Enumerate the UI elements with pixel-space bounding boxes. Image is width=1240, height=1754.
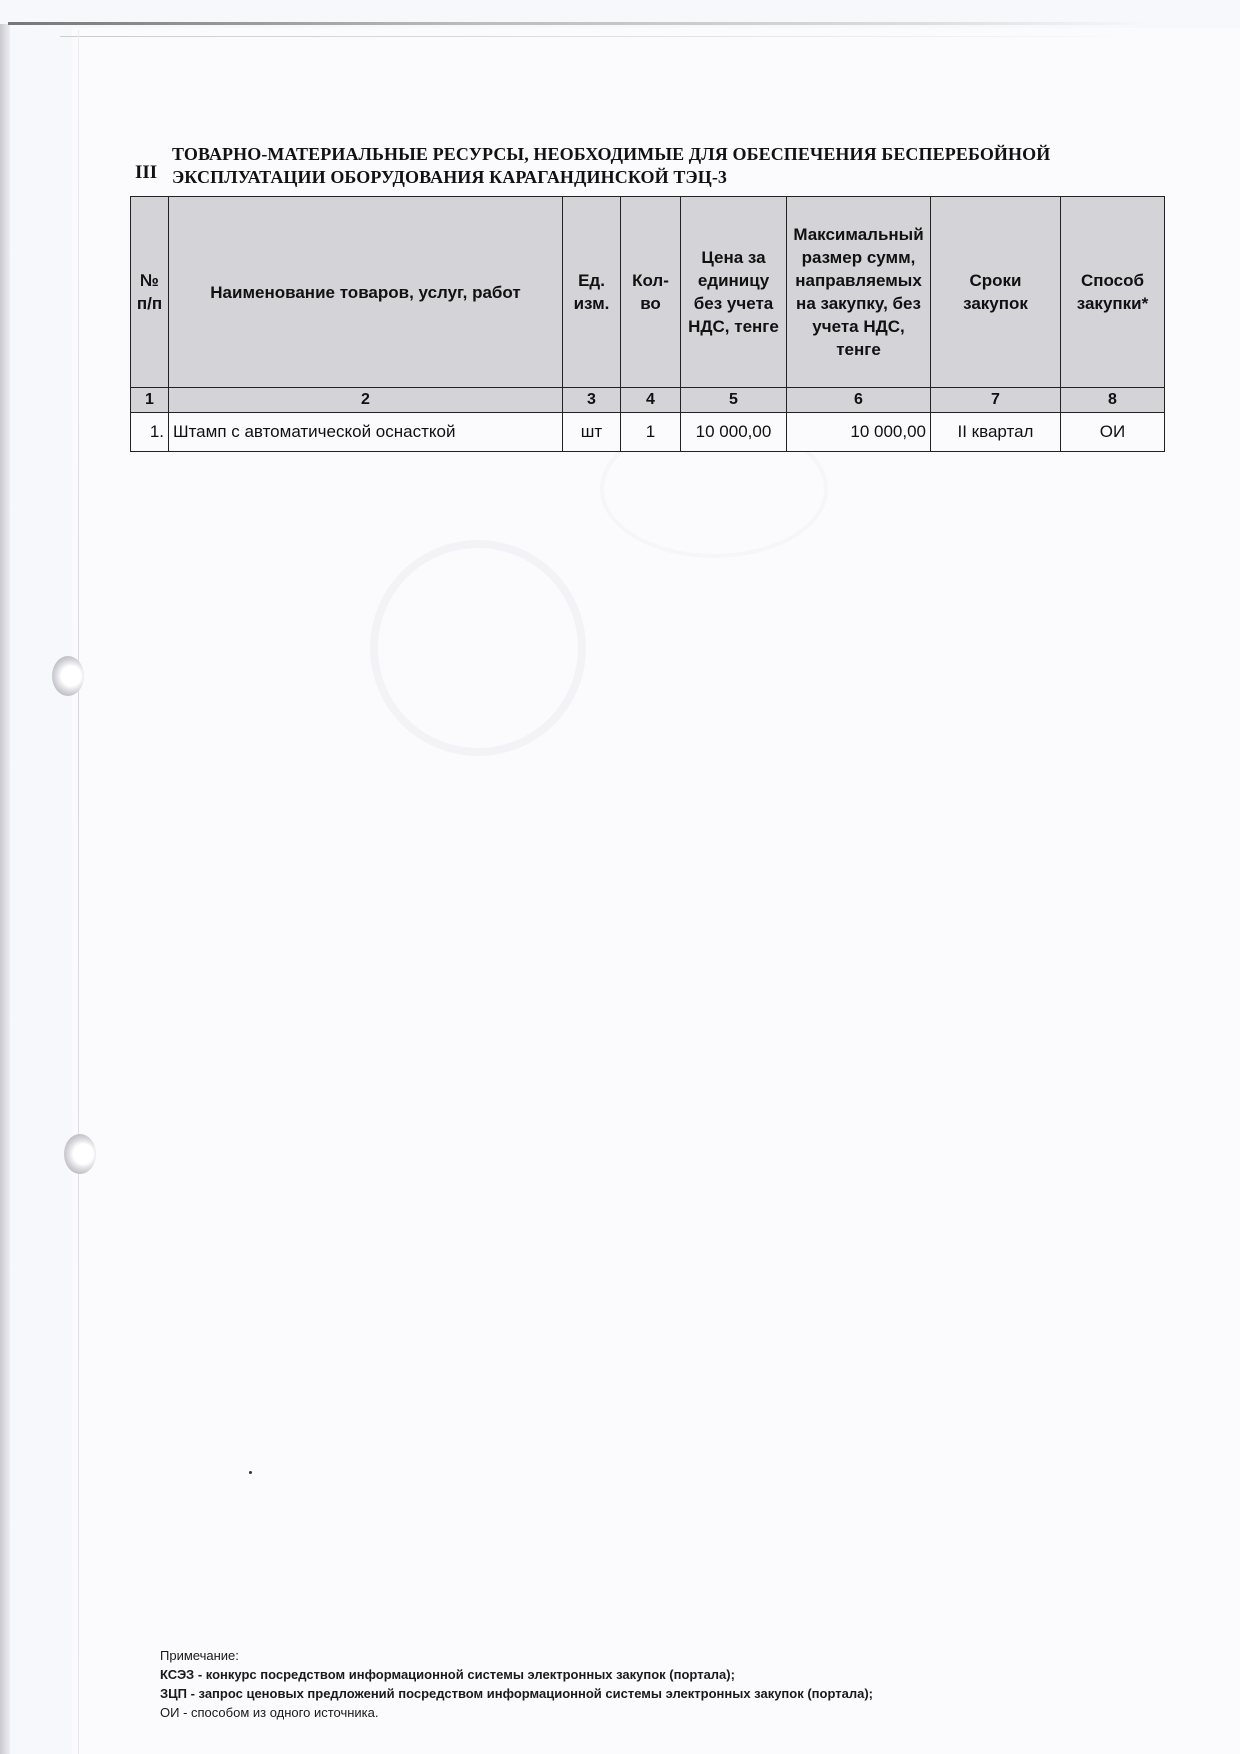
scan-top-edge: [8, 22, 1148, 25]
footnote: [160, 1646, 873, 1722]
section-number: III: [135, 162, 158, 183]
column-header-quantity: Кол-во: [621, 197, 681, 388]
column-header-procurement-method: Способ закупки*: [1061, 197, 1165, 388]
column-number: 1: [131, 388, 169, 413]
unit-price-cell: 10 000,00: [681, 413, 787, 452]
column-number: 8: [1061, 388, 1165, 413]
footnote-line-zcp: ЗЦП - запрос ценовых предложений посредством информационной системы электронных закупок (портала);: [160, 1686, 873, 1701]
column-header-unit: Ед. изм.: [563, 197, 621, 388]
table-row: [131, 413, 1165, 452]
procurement-table: [130, 196, 1165, 452]
column-header-number: № п/п: [131, 197, 169, 388]
quantity-cell: 1: [621, 413, 681, 452]
section-title: [172, 143, 1172, 189]
footnote-line-oi: ОИ - способом из одного источника.: [160, 1705, 379, 1720]
column-header-unit-price: Цена за единицу без учета НДС, тенге: [681, 197, 787, 388]
column-header-procurement-period: Сроки закупок: [931, 197, 1061, 388]
row-number-cell: 1.: [131, 413, 169, 452]
punch-hole-upper: [52, 656, 84, 696]
column-number: 7: [931, 388, 1061, 413]
section-title-line-2: ЭКСПЛУАТАЦИИ ОБОРУДОВАНИЯ КАРАГАНДИНСКОЙ ТЭЦ-3: [172, 167, 728, 187]
footnote-line-ksez: КСЭЗ - конкурс посредством информационной системы электронных закупок (портала);: [160, 1667, 735, 1682]
unit-cell: шт: [563, 413, 621, 452]
paper-fold-line: [78, 30, 79, 1754]
item-name-cell: Штамп с автоматической оснасткой: [169, 413, 563, 452]
faded-stamp-imprint: [370, 540, 586, 756]
procurement-method-cell: ОИ: [1061, 413, 1165, 452]
column-header-name: Наименование товаров, услуг, работ: [169, 197, 563, 388]
table-header-row: [131, 197, 1165, 388]
scan-top-edge-secondary: [60, 36, 1140, 37]
column-header-max-amount: Максимальный размер сумм, направляемых на закупку, без учета НДС, тенге: [787, 197, 931, 388]
punch-hole-lower: [64, 1134, 96, 1174]
max-amount-cell: 10 000,00: [787, 413, 931, 452]
column-number: 4: [621, 388, 681, 413]
column-number-row: [131, 388, 1165, 413]
scan-left-shadow: [0, 24, 10, 1754]
column-number: 3: [563, 388, 621, 413]
section-title-line-1: ТОВАРНО-МАТЕРИАЛЬНЫЕ РЕСУРСЫ, НЕОБХОДИМЫЕ ДЛЯ ОБЕСПЕЧЕНИЯ БЕСПЕРЕБОЙНОЙ: [172, 144, 1051, 164]
column-number: 6: [787, 388, 931, 413]
column-number: 2: [169, 388, 563, 413]
procurement-period-cell: II квартал: [931, 413, 1061, 452]
footnote-title: Примечание:: [160, 1648, 239, 1663]
ink-speck: [249, 1471, 252, 1474]
column-number: 5: [681, 388, 787, 413]
